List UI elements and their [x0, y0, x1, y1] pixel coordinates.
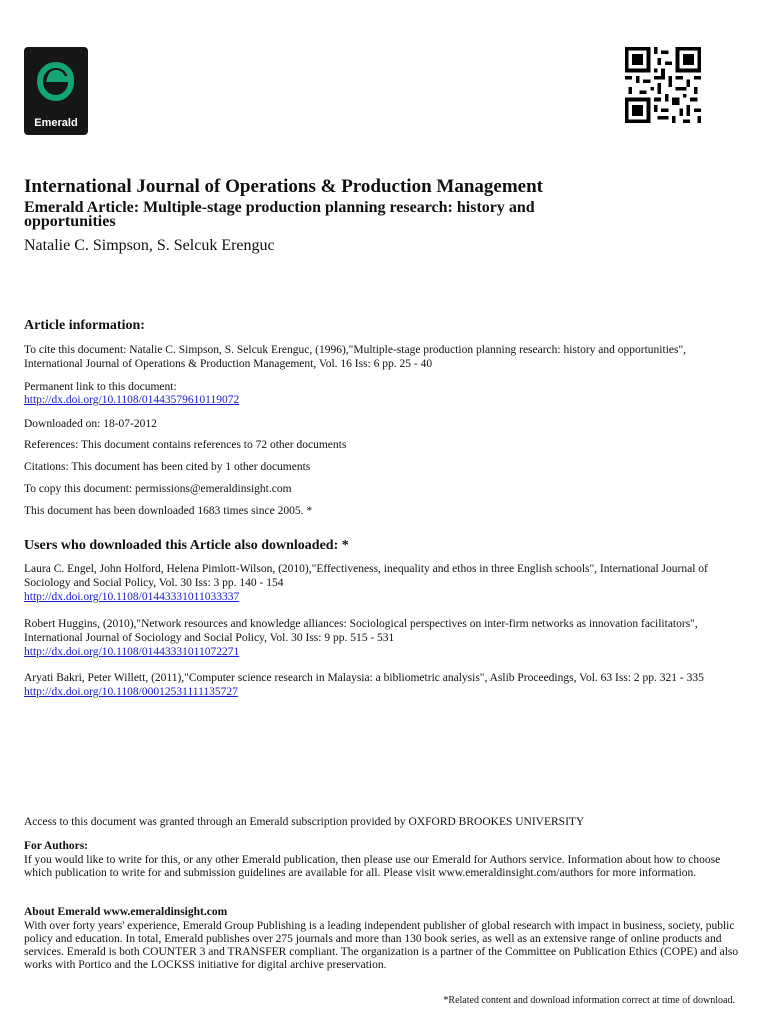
list-item-citation: Robert Huggins, (2010),"Network resources and knowledge alliances: Sociological perspectives on inter-firm networks as innovation facilitators", International Journal of Sociology and Social Policy, Vol. 30 Iss: 9 pp. 515 - 531	[24, 618, 698, 644]
references-count: References: This document contains references to 72 other documents	[24, 439, 347, 451]
qr-code-icon	[625, 47, 701, 123]
article-information-heading: Article information:	[24, 318, 145, 333]
list-item-link[interactable]: http://dx.doi.org/10.1108/00012531111135727	[24, 686, 238, 698]
article-authors: Natalie C. Simpson, S. Selcuk Erenguc	[24, 237, 275, 254]
journal-title: International Journal of Operations & Production Management	[24, 176, 543, 197]
download-count: This document has been downloaded 1683 times since 2005. *	[24, 505, 313, 517]
cite-text: To cite this document: Natalie C. Simpson, S. Selcuk Erenguc, (1996),"Multiple-stage production planning research: history and opportunities", International Journal of Operations & Production Management, Vol. 16 Iss: 6 pp. 25 - 40	[24, 344, 687, 370]
downloaded-on: Downloaded on: 18-07-2012	[24, 418, 157, 430]
copy-permissions: To copy this document: permissions@emeraldinsight.com	[24, 483, 292, 495]
citations-count: Citations: This document has been cited by 1 other documents	[24, 461, 311, 473]
related-content-note: *Related content and download information correct at time of download.	[443, 995, 735, 1006]
access-notice: Access to this document was granted through an Emerald subscription provided by OXFORD BROOKES UNIVERSITY	[24, 816, 585, 828]
also-downloaded-heading: Users who downloaded this Article also downloaded: *	[24, 538, 349, 553]
permanent-link-label: Permanent link to this document:	[24, 381, 177, 393]
list-item	[24, 671, 724, 699]
emerald-e-icon	[30, 55, 82, 107]
about-emerald-text: With over forty years' experience, Emerald Group Publishing is a leading independent publisher of global research with impact in business, society, public policy and education. In total, Emerald publishes over 275 journals and more than 130 book series, as well as an extensive range of online products and services. Emerald is both COUNTER 3 and TRANSFER compliant. The organization is a partner of the Committee on Publication Ethics (COPE) and also works with Portico and the LOCKSS initiative for digital archive preservation.	[24, 920, 739, 971]
list-item	[24, 562, 724, 604]
list-item-link[interactable]: http://dx.doi.org/10.1108/01443331011072271	[24, 646, 240, 658]
list-item	[24, 617, 724, 659]
about-emerald-heading: About Emerald www.emeraldinsight.com	[24, 906, 228, 918]
list-item-citation: Aryati Bakri, Peter Willett, (2011),"Computer science research in Malaysia: a bibliometric analysis", Aslib Proceedings, Vol. 63 Iss: 2 pp. 321 - 335	[24, 672, 704, 684]
list-item-citation: Laura C. Engel, John Holford, Helena Pimlott-Wilson, (2010),"Effectiveness, inequality and ethos in three English schools", International Journal of Sociology and Social Policy, Vol. 30 Iss: 3 pp. 140 - 154	[24, 563, 708, 589]
list-item-link[interactable]: http://dx.doi.org/10.1108/01443331011033337	[24, 591, 240, 603]
permanent-link[interactable]: http://dx.doi.org/10.1108/01443579610119072	[24, 394, 240, 406]
for-authors-heading: For Authors:	[24, 840, 88, 852]
logo-text: Emerald	[34, 117, 78, 129]
emerald-logo	[24, 47, 88, 135]
article-title: Emerald Article: Multiple-stage production planning research: history and opportunities	[24, 199, 535, 230]
for-authors-text: If you would like to write for this, or any other Emerald publication, then please use our Emerald for Authors service. Information about how to choose which publication to write for and submission guidelines are available for all. Please visit www.emeraldinsight.com/authors for more information.	[24, 854, 721, 879]
